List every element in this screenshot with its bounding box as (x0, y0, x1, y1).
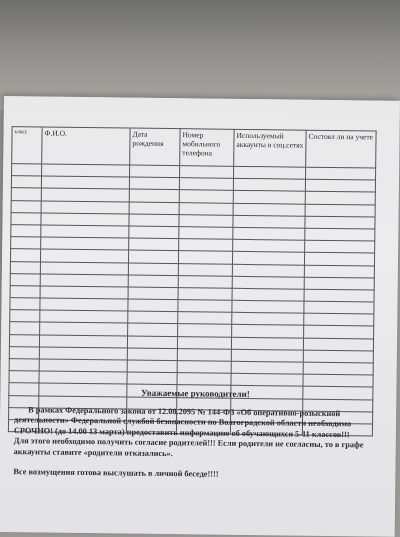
table-cell (127, 336, 177, 349)
table-cell (128, 275, 178, 288)
table-cell (305, 204, 375, 217)
table-cell (40, 298, 128, 311)
table-cell (303, 338, 373, 351)
table-cell (129, 214, 179, 227)
table-cell (40, 261, 128, 274)
table-cell (10, 249, 40, 262)
header-class: класс (12, 127, 42, 164)
table-cell (179, 178, 233, 191)
table-cell (234, 166, 306, 179)
letter-title: Уважаемые руководители! (140, 387, 250, 400)
table-cell (180, 166, 234, 179)
header-social-accounts: Используемый аккаунты в соц.сетях (234, 129, 306, 167)
table-cell (40, 286, 128, 299)
table-cell (41, 201, 129, 214)
table-cell (129, 226, 179, 239)
table-header-row (12, 127, 376, 168)
table-cell (305, 228, 375, 241)
table-cell (232, 313, 304, 326)
table-cell (9, 334, 39, 347)
table-cell (129, 189, 179, 202)
table-cell (304, 277, 374, 290)
table-cell (128, 299, 178, 312)
table-cell (129, 177, 179, 190)
table-cell (232, 276, 304, 289)
table-cell (303, 362, 373, 375)
table-cell (127, 372, 177, 385)
table-cell (233, 191, 305, 204)
background-surface (0, 0, 400, 110)
table-cell (127, 360, 177, 373)
table-cell (304, 313, 374, 326)
letter-text (13, 386, 376, 482)
table-cell (10, 285, 40, 298)
table-cell (178, 288, 232, 301)
table-cell (10, 273, 40, 286)
table-cell (305, 216, 375, 229)
table-cell (231, 349, 303, 362)
table-cell (177, 336, 231, 349)
table-cell (178, 300, 232, 313)
table-cell (11, 200, 41, 213)
table-cell (128, 287, 178, 300)
table-cell (303, 374, 373, 387)
table-cell (177, 361, 231, 374)
table-cell (39, 335, 127, 348)
table-cell (232, 264, 304, 277)
table-cell (130, 165, 180, 178)
table-cell (178, 312, 232, 325)
table-cell (304, 252, 374, 265)
table-cell (178, 251, 232, 264)
table-cell (304, 289, 374, 302)
table-cell (10, 298, 40, 311)
table-cell (232, 300, 304, 313)
table-cell (40, 274, 128, 287)
table-cell (232, 288, 304, 301)
table-cell (177, 373, 231, 386)
table-cell (233, 227, 305, 240)
table-cell (128, 263, 178, 276)
paper-sheet (0, 96, 400, 537)
header-phone: Номер мобильного телефона (180, 129, 234, 167)
table-cell (11, 237, 41, 250)
table-cell (232, 325, 304, 338)
table-cell (127, 348, 177, 361)
table-cell (179, 202, 233, 215)
table-cell (9, 346, 39, 359)
table-cell (42, 164, 130, 177)
table-cell (179, 239, 233, 252)
letter-paragraph-1: В рамках Федерального закона от 12.08.2095 № 144-ФЗ «Об оперативно-розыскной деятельности» Федеральной службой безопасности по Волгоградской области необходимо СРОЧНО! (до 14.00 13 марта) предоставить информацию об обучающихся 5-11 классов!!! (13, 404, 352, 440)
table-cell (10, 310, 40, 323)
table-cell (39, 371, 127, 384)
table-cell (304, 301, 374, 314)
header-full-name: Ф.И.О. (42, 127, 130, 165)
table-cell (304, 265, 374, 278)
table-cell (10, 261, 40, 274)
table-cell (41, 176, 129, 189)
table-cell (305, 192, 375, 205)
table-cell (178, 324, 232, 337)
table-cell (305, 240, 375, 253)
table-cell (11, 212, 41, 225)
table-cell (41, 237, 129, 250)
table-cell (304, 326, 374, 339)
table-cell (128, 323, 178, 336)
table-cell (306, 167, 376, 180)
table-cell (231, 373, 303, 386)
table-cell (179, 214, 233, 227)
table-cell (41, 188, 129, 201)
letter-paragraph-3: Все возмущения готова выслушать в личной беседе!!!! (13, 466, 219, 479)
table-cell (40, 322, 128, 335)
table-cell (231, 361, 303, 374)
table-cell (129, 238, 179, 251)
table-cell (11, 188, 41, 201)
table-cell (303, 350, 373, 363)
header-birth-date: Дата рождения (130, 128, 180, 166)
table-cell (305, 179, 375, 192)
table-cell (178, 263, 232, 276)
table-cell (41, 225, 129, 238)
table-cell (39, 347, 127, 360)
header-registered: Состоял ли на учете (306, 130, 376, 168)
table-cell (41, 213, 129, 226)
table-cell (233, 178, 305, 191)
table-cell (233, 203, 305, 216)
table-cell (12, 164, 42, 177)
table-cell (40, 249, 128, 262)
table-cell (179, 227, 233, 240)
table-cell (11, 176, 41, 189)
table-cell (10, 322, 40, 335)
table-cell (39, 359, 127, 372)
table-cell (177, 348, 231, 361)
table-cell (128, 250, 178, 263)
table-cell (9, 371, 39, 384)
table-cell (233, 239, 305, 252)
table-cell (178, 275, 232, 288)
table-cell (233, 215, 305, 228)
table-cell (128, 311, 178, 324)
table-cell (232, 252, 304, 265)
table-cell (129, 202, 179, 215)
table-cell (40, 310, 128, 323)
table-cell (9, 359, 39, 372)
table-cell (11, 225, 41, 238)
table-cell (179, 190, 233, 203)
table-cell (231, 337, 303, 350)
letter-paragraph-2: Для этого необходимо получить согласие родителей!!! Если родители не согласны, то в графе аккаунты ставите «родители отказались». (13, 436, 364, 459)
